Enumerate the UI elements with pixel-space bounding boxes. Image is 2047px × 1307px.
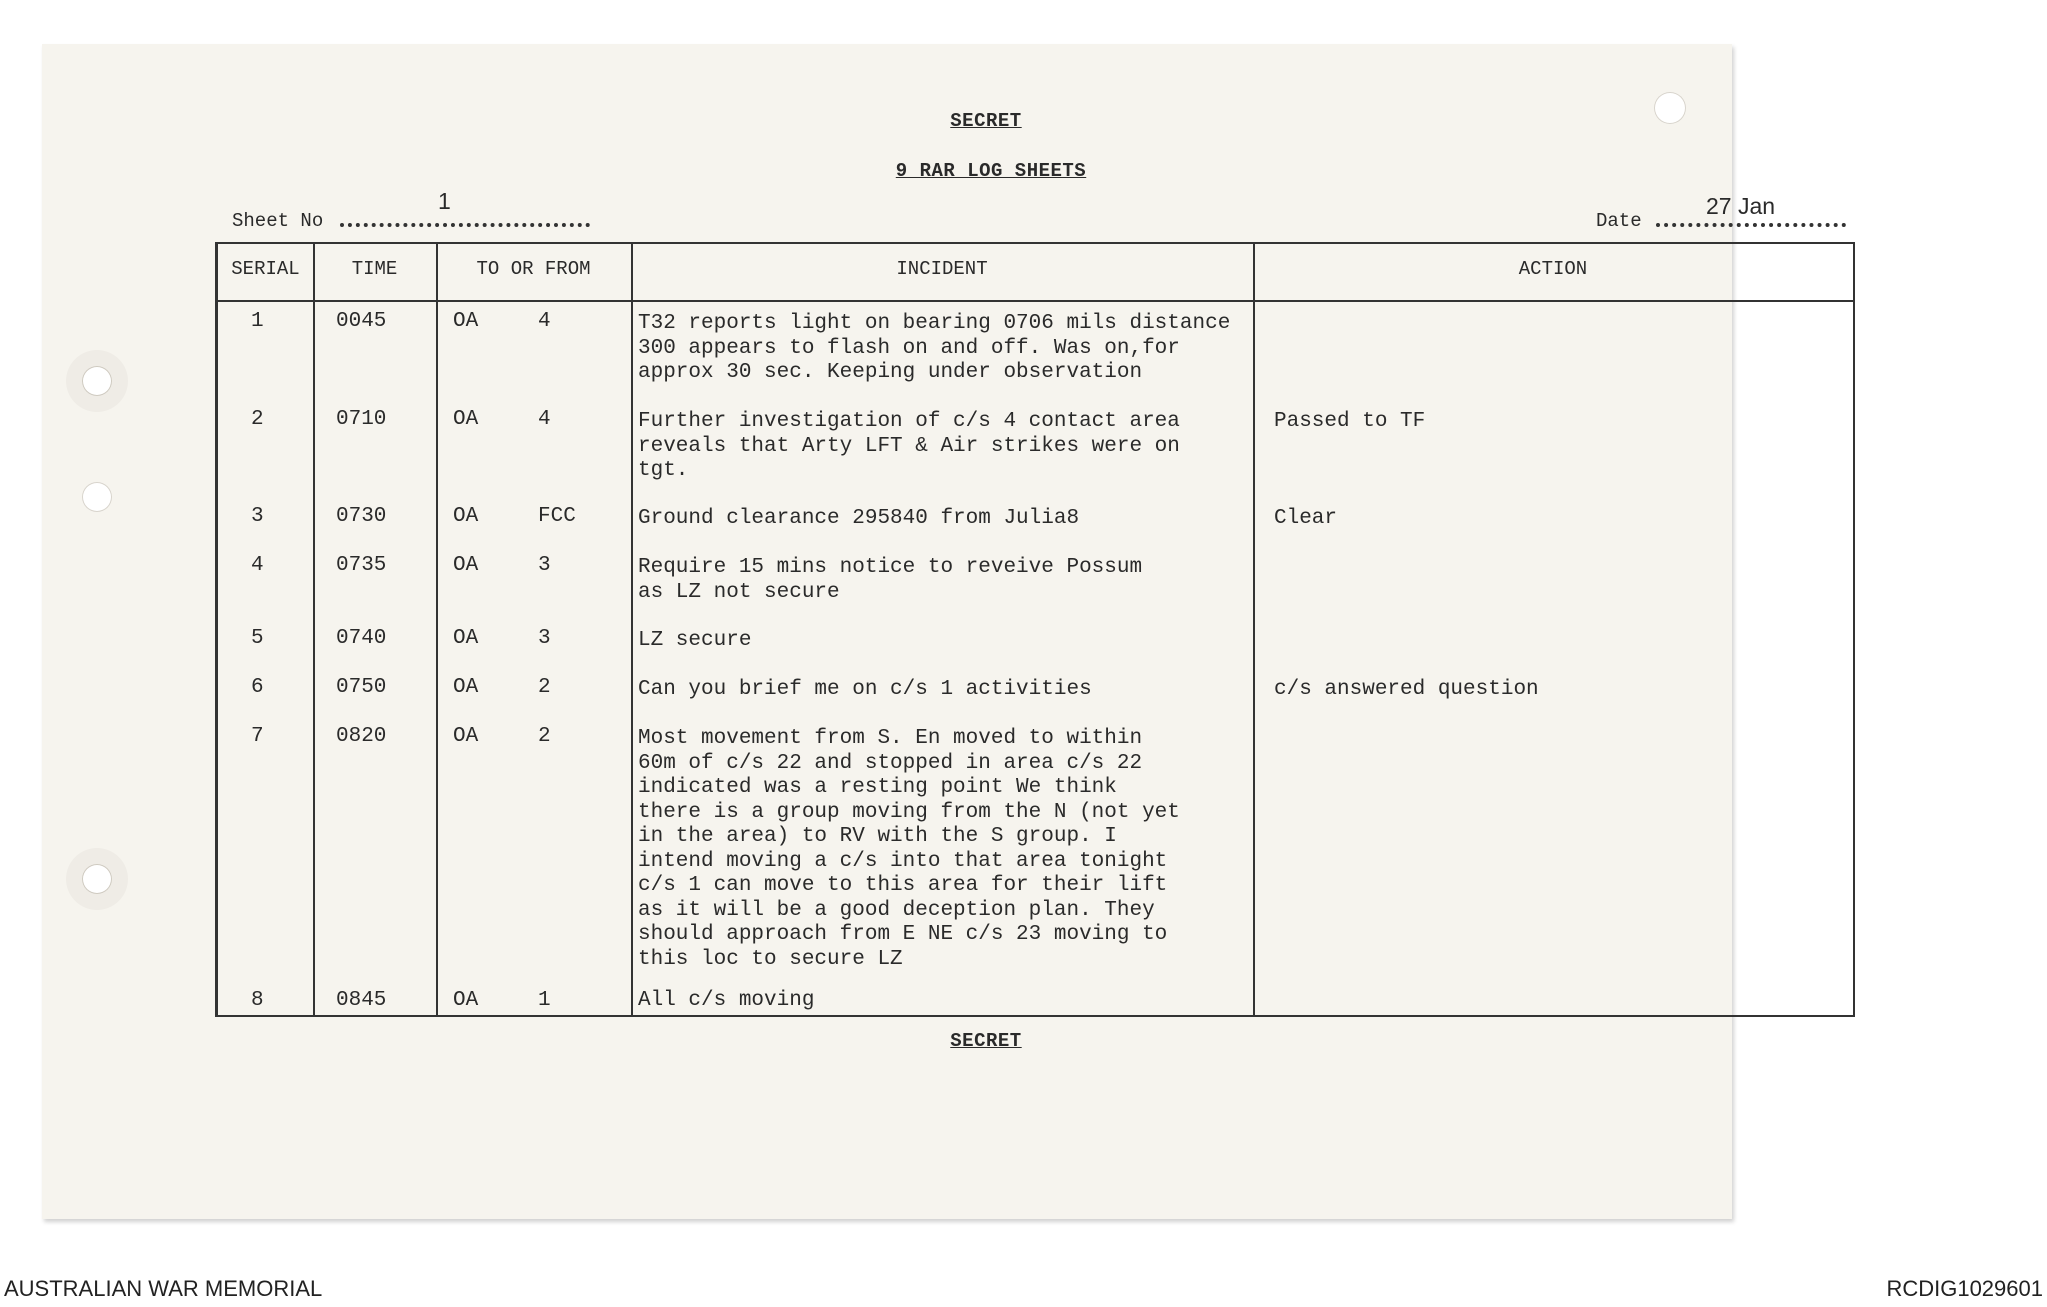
cell-from: OA	[453, 989, 479, 1012]
cell-serial: 5	[251, 627, 264, 650]
date-dotted-line	[1656, 223, 1846, 227]
cell-time: 0730	[336, 505, 387, 528]
cell-to: 3	[538, 554, 551, 577]
archive-credit: AUSTRALIAN WAR MEMORIAL	[4, 1276, 323, 1301]
date-value: 27 Jan	[1706, 193, 1776, 219]
punch-hole	[82, 864, 112, 894]
cell-time: 0750	[336, 676, 387, 699]
column-divider	[436, 244, 438, 1015]
column-divider	[631, 244, 633, 1015]
cell-to: 4	[538, 310, 551, 333]
cell-from: OA	[453, 676, 479, 699]
header-time: TIME	[351, 258, 398, 280]
cell-time: 0735	[336, 554, 387, 577]
cell-from: OA	[453, 554, 479, 577]
archive-id: RCDIG1029601	[1886, 1276, 2043, 1301]
cell-to: 2	[538, 676, 551, 699]
column-divider	[313, 244, 315, 1015]
column-divider	[1253, 244, 1255, 1015]
sheet-dotted-line	[340, 223, 590, 227]
cell-to: 4	[538, 408, 551, 431]
classification-footer: SECRET	[950, 1030, 1022, 1052]
cell-incident: Further investigation of c/s 4 contact area reveals that Arty LFT & Air strikes were on tgt.	[638, 410, 1180, 482]
cell-time: 0045	[336, 310, 387, 333]
cell-serial: 3	[251, 505, 264, 528]
cell-incident: Can you brief me on c/s 1 activities	[638, 678, 1092, 701]
cell-serial: 6	[251, 676, 264, 699]
cell-serial: 7	[251, 725, 264, 748]
cell-to: FCC	[538, 505, 576, 528]
document-title: 9 RAR LOG SHEETS	[895, 160, 1087, 182]
cell-from: OA	[453, 505, 479, 528]
punch-hole	[82, 366, 112, 396]
cell-serial: 8	[251, 989, 264, 1012]
cell-time: 0820	[336, 725, 387, 748]
cell-incident: Ground clearance 295840 from Julia8	[638, 507, 1080, 530]
cell-incident: T32 reports light on bearing 0706 mils distance 300 appears to flash on and off. Was on,for approx 30 sec. Keeping under observation	[638, 312, 1231, 384]
header-divider	[218, 300, 1853, 302]
cell-to: 2	[538, 725, 551, 748]
cell-from: OA	[453, 408, 479, 431]
classification-header: SECRET	[950, 110, 1022, 132]
sheet-number: 1	[438, 188, 451, 214]
header-incident: INCIDENT	[896, 258, 988, 280]
header-action: ACTION	[1518, 258, 1588, 280]
cell-incident: All c/s moving	[638, 989, 815, 1012]
cell-serial: 1	[251, 310, 264, 333]
punch-hole	[82, 482, 112, 512]
cell-incident: LZ secure	[638, 629, 752, 652]
punch-hole	[1654, 92, 1686, 124]
cell-time: 0710	[336, 408, 387, 431]
cell-from: OA	[453, 627, 479, 650]
cell-incident: Require 15 mins notice to reveive Possum as LZ not secure	[638, 556, 1143, 604]
sheet-label: Sheet No	[232, 210, 324, 232]
log-table	[215, 242, 1855, 1017]
cell-action: c/s answered question	[1274, 678, 1539, 701]
cell-to: 1	[538, 989, 551, 1012]
cell-time: 0740	[336, 627, 387, 650]
cell-serial: 4	[251, 554, 264, 577]
cell-to: 3	[538, 627, 551, 650]
cell-serial: 2	[251, 408, 264, 431]
cell-action: Clear	[1274, 507, 1338, 530]
cell-from: OA	[453, 725, 479, 748]
cell-from: OA	[453, 310, 479, 333]
cell-action: Passed to TF	[1274, 410, 1426, 433]
header-to-or-from: TO OR FROM	[476, 258, 591, 280]
cell-incident: Most movement from S. En moved to within 60m of c/s 22 and stopped in area c/s 22 indicated was a resting point We think there is a group moving from the N (not yet in the area) to RV with the S group. I intend moving a c/s into that area tonight c/s 1 can move to this area for their lift as it will be a good deception plan. They should approach from E NE c/s 23 moving to this loc to secure LZ	[638, 727, 1180, 971]
date-label: Date	[1596, 210, 1642, 232]
cell-time: 0845	[336, 989, 387, 1012]
header-serial: SERIAL	[231, 258, 300, 280]
